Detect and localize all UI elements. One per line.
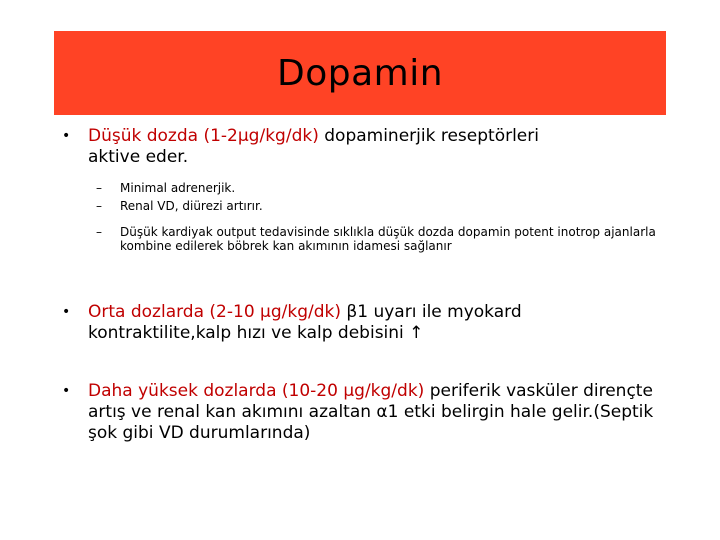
bullet-medium-dose: [62, 302, 668, 344]
sub-marker: –: [96, 225, 102, 239]
bullet-marker: •: [62, 304, 71, 320]
bullet-text: [88, 126, 592, 168]
subitem-text: Düşük kardiyak output tedavisinde sıklıkla düşük dozda dopamin potent inotrop ajanlarla kombine edilerek böbrek kan akımının idamesi sağlanır: [120, 225, 656, 253]
subitem: [96, 225, 664, 253]
sub-marker: –: [96, 181, 102, 195]
subitem: [96, 199, 676, 213]
title-banner: [54, 31, 666, 115]
bullet-text: [88, 381, 668, 444]
subitem-text: Renal VD, diürezi artırır.: [120, 199, 263, 213]
slide-title: Dopamin: [276, 52, 444, 94]
bullet-high-dose: [62, 381, 668, 444]
sub-marker: –: [96, 199, 102, 213]
bullet-low-dose: [62, 126, 592, 168]
bullet-lead: Daha yüksek dozlarda (10-20 µg/kg/dk): [88, 381, 425, 401]
bullet-lead: Düşük dozda (1-2µg/kg/dk): [88, 126, 319, 146]
bullet-marker: •: [62, 128, 71, 144]
bullet-rest: dopaminerjik reseptörleri aktive eder.: [88, 126, 539, 167]
bullet-marker: •: [62, 383, 71, 399]
subitem: [96, 181, 676, 195]
bullet-text: [88, 302, 668, 344]
bullet-lead: Orta dozlarda (2-10 µg/kg/dk): [88, 302, 341, 322]
bullet-rest: β1 uyarı ile myokard kontraktilite,kalp hızı ve kalp debisini ↑: [88, 302, 522, 343]
bullet-rest: periferik vasküler dirençte artış ve renal kan akımını azaltan α1 etki belirgin hale gelir.(Septik şok gibi VD durumlarında): [88, 381, 654, 443]
subitem-text: Minimal adrenerjik.: [120, 181, 236, 195]
